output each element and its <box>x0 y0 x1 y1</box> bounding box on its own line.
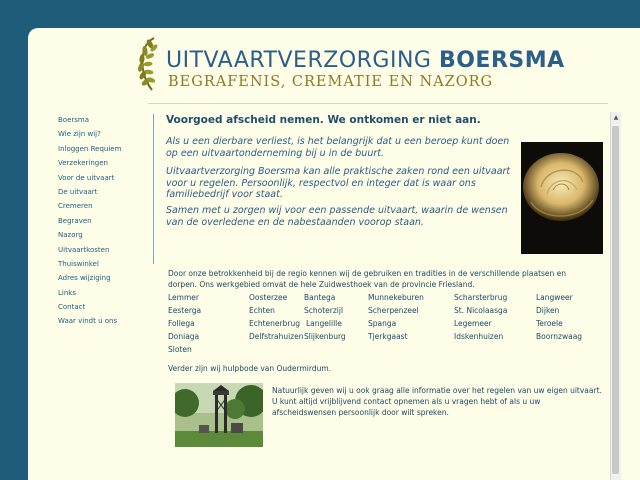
town-name: Echten <box>249 306 275 315</box>
page-headline: Voorgoed afscheid nemen. We ontkomen er niet aan. <box>166 114 481 126</box>
nav-item-boersma[interactable]: Boersma <box>58 116 90 124</box>
nav-item-waar-vindt-u-ons[interactable]: Waar vindt u ons <box>58 317 118 326</box>
town-name: Boornzwaag <box>536 332 583 341</box>
brand-subtitle: BEGRAFENIS, CREMATIE EN NAZORG <box>168 74 494 90</box>
town-name: Spanga <box>368 319 397 328</box>
nav-item-verzekeringen[interactable]: Verzekeringen <box>58 159 108 168</box>
site-logo[interactable] <box>134 36 565 96</box>
town-name: Lemmer <box>168 293 199 302</box>
town-name: Follega <box>168 319 195 328</box>
nav-item-voor-de-uitvaart[interactable]: Voor de uitvaart <box>58 173 115 182</box>
nav-item-links[interactable]: Links <box>58 288 76 297</box>
sidebar-nav <box>58 113 158 329</box>
page-container <box>28 28 640 480</box>
rose-photo <box>521 142 603 254</box>
town-name: Sloten <box>168 345 192 354</box>
laurel-icon <box>134 36 170 92</box>
intro-paragraph-3: Samen met u zorgen wij voor een passende uitvaart, waarin de wensen van de overledene en de nabestaanden voorop staan. <box>166 205 508 228</box>
town-name: Echtenerbrug <box>249 319 300 328</box>
town-name: St. Nicolaasga <box>454 306 508 315</box>
scrollbar-thumb[interactable] <box>612 126 619 474</box>
nav-item-contact[interactable]: Contact <box>58 303 86 312</box>
town-name: Doniaga <box>168 332 200 341</box>
nav-item-begraven[interactable]: Begraven <box>58 216 92 225</box>
town-name: Scherpenzeel <box>368 306 419 315</box>
town-name: Munnekeburen <box>368 293 424 302</box>
town-name: Legemeer <box>454 319 492 328</box>
nav-item-cremeren[interactable]: Cremeren <box>58 202 93 211</box>
brand-title: UITVAARTVERZORGING BOERSMA <box>166 48 565 73</box>
town-name: Langelille <box>306 319 342 328</box>
nav-item-nazorg[interactable]: Nazorg <box>58 231 83 240</box>
town-name: Schoterzijl <box>304 306 344 315</box>
town-name: Eesterga <box>168 306 202 315</box>
church-photo <box>175 383 263 447</box>
nav-item-wie-zijn-wij[interactable]: Wie zijn wij? <box>58 130 101 139</box>
region-paragraph: Door onze betrokkenheid bij de regio kennen wij de gebruiken en tradities in de verschillende plaatsen en dorpen. Ons werkgebied omvat de hele Zuidwesthoek van de provincie Friesland. <box>168 269 567 289</box>
header-divider <box>148 103 608 104</box>
town-name: Tjerkgaast <box>368 332 408 341</box>
town-name: Dijken <box>536 306 560 315</box>
nav-item-uitvaartkosten[interactable]: Uitvaartkosten <box>58 245 110 254</box>
contact-paragraph: Natuurlijk geven wij u ook graag alle informatie over het regelen van uw eigen uitvaart. U kunt altijd vrijblijvend contact opnemen als u vragen hebt of als u uw afscheidswensen persoonlijk door wilt spreken. <box>272 386 602 417</box>
help-paragraph: Verder zijn wij hulpbode van Oudermirdum. <box>168 364 332 373</box>
town-name: Scharsterbrug <box>454 293 508 302</box>
town-name: Slijkenburg <box>304 332 346 341</box>
nav-item-thuiswinkel[interactable]: Thuiswinkel <box>58 259 99 268</box>
town-name: Bantega <box>304 293 336 302</box>
nav-item-adres-wijziging[interactable]: Adres wijziging <box>58 274 111 283</box>
vertical-scrollbar[interactable] <box>610 112 621 480</box>
town-name: Langweer <box>536 293 573 302</box>
intro-paragraph-2: Uitvaartverzorging Boersma kan alle praktische zaken rond een uitvaart voor u regelen. Persoonlijk, respectvol en integer dat is waar ons familiebedrijf voor staat. <box>166 166 511 200</box>
chevron-up-icon[interactable]: ▲ <box>613 114 619 121</box>
town-name: Oosterzee <box>249 293 288 302</box>
nav-item-inloggen-requiem[interactable]: Inloggen Requiem <box>58 144 122 153</box>
town-name: Delfstrahuizen <box>249 332 304 341</box>
nav-divider <box>153 114 154 264</box>
town-name: Idskenhuizen <box>454 332 504 341</box>
nav-item-de-uitvaart[interactable]: De uitvaart <box>58 187 98 196</box>
intro-paragraph-1: Als u een dierbare verliest, is het belangrijk dat u een beroep kunt doen op een uitvaartonderneming bij u in de buurt. <box>166 136 510 159</box>
town-name: Teroele <box>536 319 563 328</box>
